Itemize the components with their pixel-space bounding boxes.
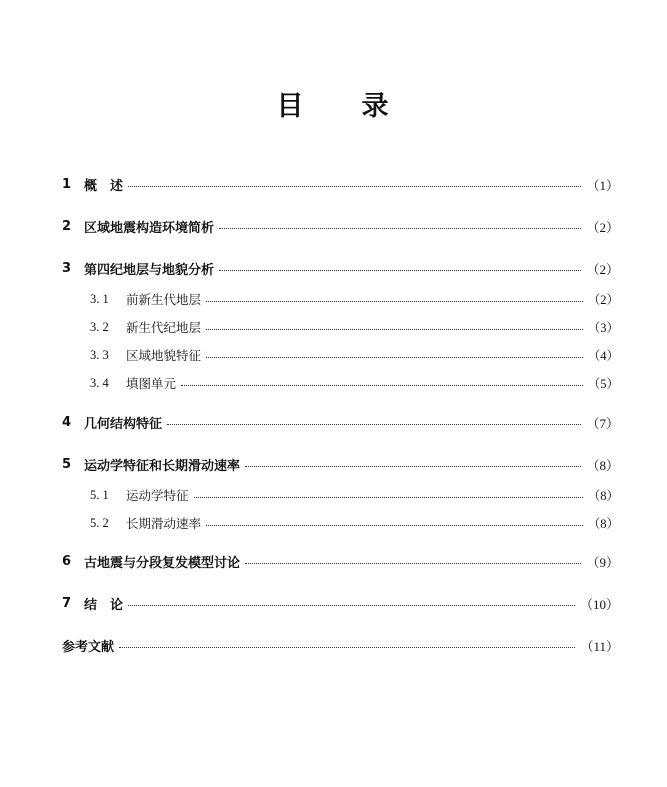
toc-entry[interactable] <box>0 412 667 432</box>
toc-entry-page: （3） <box>587 321 619 335</box>
dot-leader <box>181 385 583 386</box>
toc-subentry[interactable] <box>0 317 667 337</box>
toc-entry-page: （8） <box>587 489 619 503</box>
toc-entry-label: 第四纪地层与地貌分析 <box>84 262 215 278</box>
dot-leader <box>206 301 583 302</box>
toc-entry-label: 几何结构特征 <box>84 416 163 432</box>
toc-entry-page: （4） <box>587 349 619 363</box>
toc-entry-page: （8） <box>587 517 619 531</box>
toc-entry[interactable] <box>0 258 667 278</box>
dot-leader <box>245 466 581 467</box>
toc-entry-page: （11） <box>580 638 619 654</box>
title-char-right: 录 <box>361 91 391 122</box>
toc-entry-page: （7） <box>586 415 619 431</box>
toc-entry-page: （8） <box>586 457 619 473</box>
dot-leader <box>167 424 581 425</box>
toc-entry[interactable] <box>0 593 667 613</box>
toc-entry-number: 3. 1 <box>90 291 109 306</box>
toc-entry-label: 区域地貌特征 <box>126 348 202 363</box>
toc-entry-number: 3. 2 <box>90 319 109 334</box>
toc-entry-page: （2） <box>587 293 619 307</box>
dot-leader <box>128 605 575 606</box>
toc-entry-page: （9） <box>586 554 619 570</box>
dot-leader <box>219 270 581 271</box>
dot-leader <box>206 357 583 358</box>
toc-entry-number: 5 <box>62 456 72 472</box>
toc-entry-label: 新生代纪地层 <box>126 320 202 335</box>
toc-entry-number: 3. 3 <box>90 347 109 362</box>
toc-entry-number: 3 <box>62 260 72 276</box>
toc-subentry[interactable] <box>0 289 667 309</box>
toc-entry-label: 区域地震构造环境简析 <box>84 220 215 236</box>
toc-entry-number: 1 <box>62 176 72 192</box>
toc-entry-page: （10） <box>579 596 619 612</box>
toc-entry-number: 3. 4 <box>90 375 109 390</box>
toc-entry-number: 5. 2 <box>90 515 109 530</box>
toc-entry[interactable] <box>0 454 667 474</box>
toc-entry[interactable] <box>0 551 667 571</box>
toc-entry-label: 运动学特征 <box>126 488 189 503</box>
toc-entry-label: 参考文献 <box>62 639 115 655</box>
toc-entry-number: 6 <box>62 553 72 569</box>
dot-leader <box>128 186 581 187</box>
toc-entry-number: 4 <box>62 414 72 430</box>
toc-entry-label: 古地震与分段复发模型讨论 <box>84 555 241 571</box>
title-char-left: 目 <box>276 91 306 122</box>
toc-entry-number: 2 <box>62 218 72 234</box>
dot-leader <box>206 525 583 526</box>
toc-subentry[interactable] <box>0 485 667 505</box>
toc-entry-label: 填图单元 <box>126 376 177 391</box>
dot-leader <box>194 497 583 498</box>
toc-entry-label: 运动学特征和长期滑动速率 <box>84 458 241 474</box>
toc-subentry[interactable] <box>0 345 667 365</box>
toc-entry-page: （2） <box>586 219 619 235</box>
toc-entry-label: 长期滑动速率 <box>126 516 202 531</box>
toc-entry-page: （1） <box>586 177 619 193</box>
dot-leader <box>119 647 575 648</box>
toc-entry[interactable] <box>0 174 667 194</box>
toc-entry-references[interactable] <box>0 635 667 655</box>
toc-entry-page: （5） <box>587 377 619 391</box>
toc-entry-number: 5. 1 <box>90 487 109 502</box>
toc-entry-page: （2） <box>586 261 619 277</box>
dot-leader <box>219 228 581 229</box>
toc-entry-number: 7 <box>62 595 72 611</box>
toc-entry-label: 概 述 <box>84 178 124 194</box>
toc-subentry[interactable] <box>0 373 667 393</box>
toc-subentry[interactable] <box>0 513 667 533</box>
dot-leader <box>206 329 583 330</box>
toc-entry[interactable] <box>0 216 667 236</box>
toc-entry-label: 前新生代地层 <box>126 292 202 307</box>
toc-entry-label: 结 论 <box>84 597 124 613</box>
dot-leader <box>245 563 581 564</box>
